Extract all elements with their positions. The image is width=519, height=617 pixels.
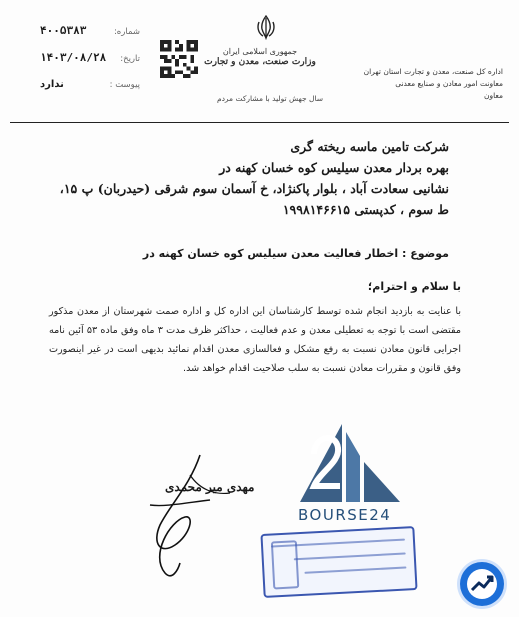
recipient-line-2: بهره بردار معدن سیلیس کوه خسان کهنه در xyxy=(219,160,449,175)
letter-meta xyxy=(40,24,140,104)
date-label: تاریخ: xyxy=(120,54,140,64)
qr-code-icon xyxy=(160,40,198,78)
number-value: ۴۰۰۵۳۸۳ xyxy=(40,24,87,37)
bourse24-logo-icon xyxy=(300,424,400,504)
number-label: شماره: xyxy=(113,27,140,37)
ministry-line-1: جمهوری اسلامی ایران xyxy=(222,47,298,56)
bourse24-logo-text: BOURSE24 xyxy=(298,506,392,524)
header-divider xyxy=(10,122,509,123)
dept-line-3: معاون xyxy=(483,91,503,100)
handwritten-signature xyxy=(130,445,240,585)
recipient-line-3: نشانیی سعادت آباد ، بلوار پاکنژاد، خ آسمان سوم شرقی (حیدربان) پ ۱۵، xyxy=(59,181,449,196)
official-stamp xyxy=(260,526,417,598)
attachment-label: پیوست : xyxy=(109,80,140,90)
department-block xyxy=(363,66,503,102)
dept-line-2: معاونت امور معادن و صنایع معدنی xyxy=(395,79,503,88)
recipient-line-1: شرکت تامین ماسه ریخته گری xyxy=(290,139,449,154)
attachment-value: ندارد xyxy=(40,79,64,90)
letter-greeting: با سلام و احترام؛ xyxy=(367,280,461,293)
stamp-emblem-box xyxy=(271,540,299,589)
year-slogan: سال جهش تولید با مشارکت مردم xyxy=(216,94,324,103)
letter-subject: موضوع : اخطار فعالیت معدن سیلیس کوه خسان کهنه در xyxy=(142,247,449,260)
dept-line-1: اداره کل صنعت، معدن و تجارت استان تهران xyxy=(363,67,503,76)
attachment-row xyxy=(40,78,140,92)
ministry-line-2: وزارت صنعت، معدن و تجارت xyxy=(204,57,316,67)
number-row xyxy=(40,24,140,39)
signatory-name: مهدی میر محمدی xyxy=(165,480,255,494)
date-row xyxy=(40,51,140,66)
stamp-line-2 xyxy=(294,553,406,561)
stamp-line-3 xyxy=(304,566,406,573)
recipient-block xyxy=(49,136,449,220)
date-value: ۱۴۰۳/۰۸/۲۸ xyxy=(40,51,107,64)
iran-emblem-icon xyxy=(255,14,277,40)
letter-body: با عنایت به بازدید انجام شده توسط کارشناسان این اداره کل و اداره صمت شهرستان از معدن مذکور مقتضی است با توجه به تعطیلی معدن و عدم فعالیت ، حداکثر ظرف مدت ۳ ماه وفق ماده ۵۳ آئین نامه اجرایی قانون معادن نسبت به رفع مشکل و فعالسازی معدن اقدام نمائید بدیهی است در غیر اینصورت وفق قانون و مقررات معادن نسبت به سلب صلاحیت اقدام خواهد شد. xyxy=(49,306,461,374)
trend-chart-icon[interactable] xyxy=(460,562,504,606)
recipient-line-4: ط سوم ، کدپستی ۱۹۹۸۱۴۶۶۱۵ xyxy=(282,202,449,217)
ministry-title xyxy=(200,46,320,68)
